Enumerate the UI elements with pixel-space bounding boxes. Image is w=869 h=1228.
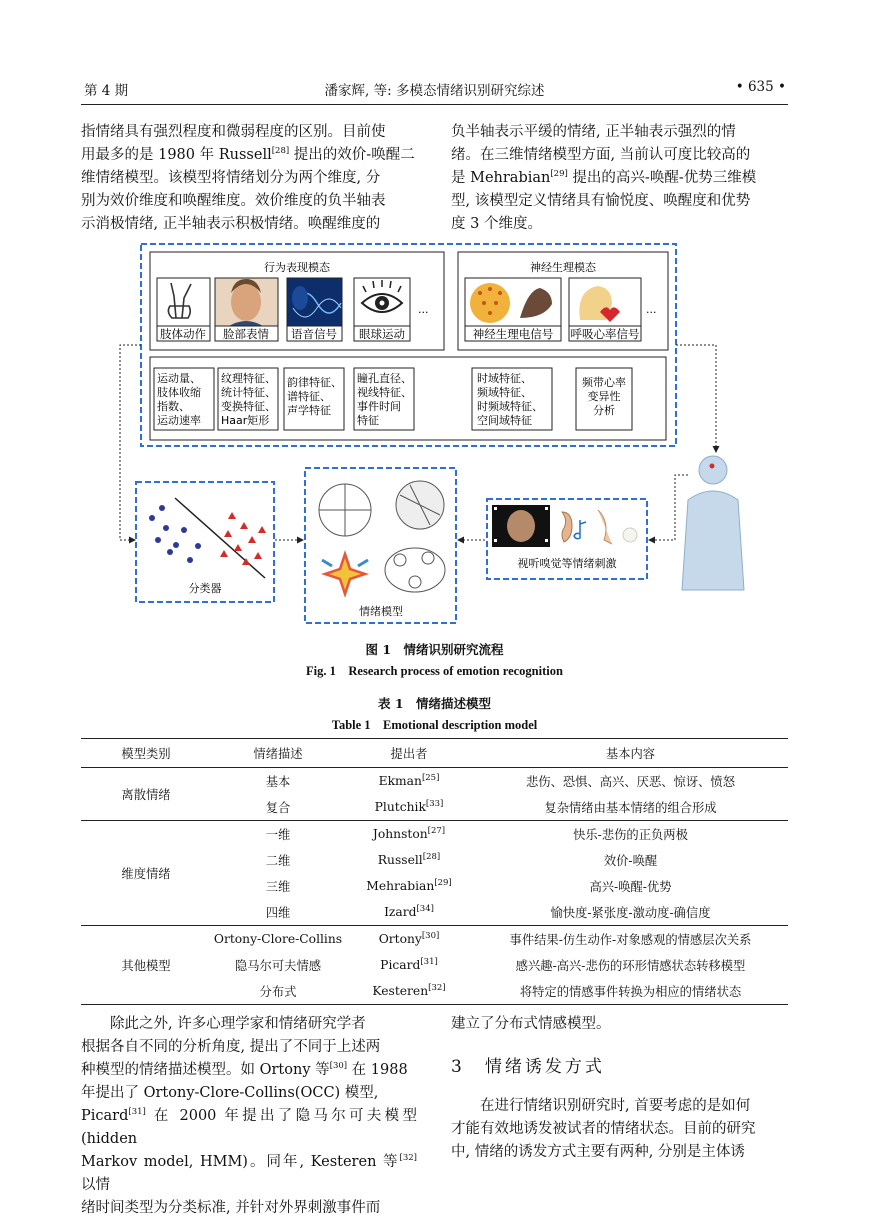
- table-cell: 三维: [265, 880, 291, 894]
- feature-eye-1: 视线特征、: [357, 386, 412, 399]
- feature-eye-0: 瞳孔直径、: [357, 372, 412, 385]
- inline-text: [25]: [421, 772, 440, 783]
- figure-caption-cn: 图 1 情绪识别研究流程: [365, 642, 504, 657]
- label-voice: 语音信号: [291, 327, 337, 341]
- feature-body-3: 运动速率: [157, 414, 201, 427]
- table-cell: 感兴趣-高兴-悲伤的环形情感状态转移模型: [515, 959, 746, 973]
- inline-text: Picard: [81, 1108, 129, 1124]
- figure-element: [167, 549, 173, 555]
- figure-element: [682, 491, 744, 590]
- figure-element: [155, 537, 161, 543]
- voice-signal-icon: [287, 278, 342, 328]
- text-line: 根据各自不同的分析角度, 提出了不同于上述两: [81, 1039, 381, 1055]
- label-respiration: 呼吸心率信号: [570, 327, 640, 341]
- neuro-modality-title: 神经生理模态: [530, 261, 596, 274]
- feature-eye-2: 事件时间: [357, 400, 401, 413]
- inline-text: [31]: [128, 1107, 146, 1118]
- feature-hr-0: 频带心率: [582, 376, 626, 389]
- inline-text: 提出的高兴-唤醒-优势三维模: [567, 170, 757, 186]
- feature-face-0: 纹理特征、: [221, 372, 276, 385]
- header-rule: [81, 104, 788, 105]
- neuro-ellipsis: ...: [646, 303, 657, 316]
- inline-text: [31]: [420, 956, 438, 967]
- feature-eeg-2: 时频域特征、: [477, 400, 543, 413]
- figure-element: [710, 464, 715, 469]
- table-cell: [345, 768, 473, 795]
- inline-text: 种模型的情绪描述模型。如 Ortony 等: [81, 1062, 330, 1078]
- text-line: 维情绪模型。该模型将情绪划分为两个维度, 分: [81, 170, 381, 186]
- table-cell: 四维: [211, 899, 345, 926]
- figure-element: [149, 515, 155, 521]
- table-row: [81, 821, 788, 848]
- emotion-model-label: 情绪模型: [359, 605, 403, 618]
- text-line: 型, 该模型定义情绪具有愉悦度、唤醒度和优势: [451, 193, 751, 209]
- feature-face-3: Haar矩形: [221, 414, 270, 427]
- figure-element: [478, 291, 482, 295]
- text-line: 指情绪具有强烈程度和微弱程度的区别。目前使: [81, 124, 386, 140]
- figure-element: [494, 507, 497, 510]
- feature-eeg-3: 空间域特征: [477, 414, 532, 427]
- emotion-model-table: [81, 738, 788, 1005]
- col-category: 模型类别: [81, 739, 211, 768]
- text-line: [81, 1059, 417, 1082]
- table-cell: [345, 873, 473, 899]
- journal-issue: 第 4 期: [84, 83, 129, 99]
- text-line: [81, 144, 417, 167]
- figure-element: [195, 543, 201, 549]
- figure-element: [465, 326, 641, 341]
- inline-text: [27]: [427, 825, 446, 836]
- inline-text: [33]: [425, 798, 444, 809]
- inline-text: Ekman: [378, 774, 422, 788]
- section-heading: 3 情绪诱发方式: [451, 1057, 605, 1077]
- category-cell: 维度情绪: [81, 821, 211, 926]
- col-description: 情绪描述: [211, 739, 345, 768]
- classifier-label: 分类器: [188, 582, 222, 595]
- table-cell: 分布式: [211, 978, 345, 1005]
- table-cell: 高兴-唤醒-优势: [589, 880, 672, 894]
- feature-eeg-1: 频域特征、: [477, 386, 532, 399]
- text-line: [81, 1105, 417, 1151]
- table-cell: 事件结果-仿生动作-对象感观的情感层次关系: [509, 933, 752, 947]
- text-line: 才能有效地诱发被试者的情绪状态。目前的研究: [451, 1121, 756, 1137]
- label-eeg: 神经生理电信号: [472, 327, 554, 341]
- feature-hr-2: 分析: [593, 404, 615, 417]
- section-paragraph: [451, 1095, 788, 1164]
- inline-text: Plutchik: [374, 800, 426, 814]
- feature-eye-3: 特征: [357, 414, 379, 427]
- table-cell: Ortony-Clore-Collins: [213, 932, 343, 946]
- table-cell: [345, 978, 473, 1005]
- figure-element: [488, 287, 492, 291]
- figure-research-process: [0, 240, 869, 635]
- figure-element: [699, 456, 727, 484]
- figure-element: [187, 557, 193, 563]
- feature-body-1: 肢体收缩: [157, 386, 201, 399]
- inline-text: [28]: [422, 851, 441, 862]
- table-row: [81, 926, 788, 953]
- label-eye: 眼球运动: [359, 327, 405, 341]
- behavior-ellipsis: ...: [418, 303, 429, 316]
- figure-element: [507, 510, 535, 542]
- table-cell: 复杂情绪由基本情绪的组合形成: [473, 794, 788, 821]
- figure-element: [676, 345, 716, 452]
- figure-element: [292, 286, 308, 310]
- inline-text: Johnston: [372, 827, 428, 841]
- text-line: 负半轴表示平缓的情绪, 正半轴表示强烈的情: [451, 124, 736, 140]
- figure-element: [380, 301, 385, 306]
- inline-text: [29]: [434, 877, 452, 888]
- table-caption-cn: 表 1 情绪描述模型: [377, 696, 492, 711]
- table-cell: [345, 952, 473, 978]
- inline-text: [32]: [399, 1153, 417, 1164]
- category-cell: 其他模型: [81, 926, 211, 1005]
- table-cell: 效价-唤醒: [603, 854, 658, 868]
- top-left-paragraph: [81, 121, 417, 236]
- table-caption-en: Table 1 Emotional description model: [331, 718, 538, 732]
- table-cell: 一维: [265, 828, 291, 842]
- inline-text: 在 1988: [347, 1062, 408, 1078]
- inline-text: [28]: [271, 146, 290, 157]
- inline-text: [34]: [416, 903, 434, 914]
- feature-voice-2: 声学特征: [287, 404, 331, 417]
- text-line: [451, 167, 788, 190]
- running-title: 潘家辉, 等: 多模态情绪识别研究综述: [324, 83, 545, 99]
- inline-text: [32]: [428, 982, 446, 993]
- inline-text: [29]: [550, 169, 568, 180]
- label-face: 脸部表情: [223, 327, 269, 341]
- human-subject-icon: [682, 456, 744, 590]
- text-line: 别为效价维度和唤醒维度。效价维度的负半轴表: [81, 193, 386, 209]
- table-cell: 愉快度-紧张度-激动度-确信度: [473, 899, 788, 926]
- table-cell: [345, 899, 473, 926]
- text-line: [81, 1151, 417, 1197]
- figure-element: [494, 539, 497, 542]
- breathing-heart-icon: [569, 278, 641, 328]
- table-cell: 基本: [265, 775, 291, 789]
- feature-voice-1: 谱特征、: [287, 390, 331, 403]
- table-cell: 隐马尔可夫情感: [234, 959, 322, 973]
- figure-element: [231, 283, 261, 321]
- inline-text: Mehrabian: [366, 879, 435, 893]
- figure-element: [488, 311, 492, 315]
- feature-body-0: 运动量、: [157, 372, 201, 385]
- inline-text: 以情: [81, 1177, 110, 1193]
- table-cell: 快乐-悲伤的正负两极: [573, 828, 688, 842]
- figure-element: [623, 528, 637, 542]
- feature-eeg-0: 时域特征、: [477, 372, 532, 385]
- inline-text: Markov model, HMM)。同年, Kesteren 等: [81, 1154, 400, 1170]
- feature-face-2: 变换特征、: [221, 400, 276, 413]
- top-right-paragraph: [451, 121, 788, 236]
- col-content: 基本内容: [473, 739, 788, 768]
- figure-element: [545, 507, 548, 510]
- table-cell: 将特定的情感事件转换为相应的情绪状态: [473, 978, 788, 1005]
- eye-movement-icon: [354, 278, 410, 328]
- text-line: 绪。在三维情绪模型方面, 当前认可度比较高的: [451, 147, 751, 163]
- feature-body-2: 指数、: [157, 400, 190, 413]
- inline-text: Russell: [377, 853, 423, 867]
- category-cell: 离散情绪: [81, 768, 211, 821]
- figure-element: [494, 301, 498, 305]
- text-line: 绪时间类型为分类标准, 并针对外界刺激事件而: [81, 1200, 381, 1216]
- feature-face-1: 统计特征、: [221, 386, 276, 399]
- face-photo-icon: [215, 278, 278, 328]
- feature-hr-1: 变异性: [587, 390, 621, 403]
- hand-gesture-icon: [157, 278, 210, 328]
- table-cell: [345, 926, 473, 953]
- feature-voice-0: 韵律特征、: [287, 376, 342, 389]
- text-line: 中, 情绪的诱发方式主要有两种, 分别是主体诱: [451, 1144, 745, 1160]
- figure-element: [181, 527, 187, 533]
- inline-text: 是 Mehrabian: [451, 170, 551, 186]
- table-cell: [345, 821, 473, 848]
- stimulus-label: 视听嗅觉等情绪刺激: [517, 557, 617, 570]
- table-cell: 悲伤、恐惧、高兴、厌恶、惊讶、愤怒: [525, 775, 736, 789]
- table-row: [81, 768, 788, 795]
- inline-text: 用最多的是 1980 年 Russell: [81, 147, 272, 163]
- text-line: 年提出了 Ortony-Clore-Collins(OCC) 模型,: [81, 1085, 379, 1101]
- figure-element: [482, 301, 486, 305]
- text-line: 除此之外, 许多心理学家和情绪研究学者: [110, 1016, 366, 1032]
- text-line: 在进行情绪识别研究时, 首要考虑的是如何: [480, 1098, 751, 1114]
- bottom-left-paragraph: [81, 1013, 417, 1220]
- text-line: 建立了分布式情感模型。: [451, 1016, 611, 1032]
- table-cell: [345, 794, 473, 821]
- figure-element: [498, 291, 502, 295]
- figure-element: [545, 539, 548, 542]
- table-header-row: [81, 739, 788, 768]
- inline-text: [30]: [421, 930, 440, 941]
- page-number: • 635 •: [735, 79, 786, 95]
- inline-text: 提出的效价-唤醒二: [289, 147, 415, 163]
- inline-text: Izard: [384, 905, 417, 919]
- figure-element: [649, 475, 688, 540]
- col-author: 提出者: [345, 739, 473, 768]
- inline-text: Ortony: [378, 932, 422, 946]
- text-line: 示消极情绪, 正半轴表示积极情绪。唤醒维度的: [81, 216, 381, 232]
- figure-element: [163, 525, 169, 531]
- inline-text: Kesteren: [372, 984, 429, 998]
- table-cell: 二维: [265, 854, 291, 868]
- figure-element: [173, 542, 179, 548]
- figure-element: [159, 505, 165, 511]
- bottom-right-column: [451, 1013, 788, 1036]
- behavior-modality-title: 行为表现模态: [264, 261, 330, 274]
- inline-text: Picard: [380, 958, 421, 972]
- figure-caption-en: Fig. 1 Research process of emotion recognition: [306, 664, 563, 678]
- inline-text: [30]: [329, 1061, 348, 1072]
- table-cell: 复合: [211, 794, 345, 821]
- text-line: 度 3 个维度。: [451, 216, 542, 232]
- table-cell: [345, 847, 473, 873]
- inline-text: 在 2000 年提出了隐马尔可夫模型 (hidden: [81, 1108, 417, 1147]
- label-body-movement: 肢体动作: [160, 327, 206, 341]
- eeg-cap-icon: [465, 278, 561, 328]
